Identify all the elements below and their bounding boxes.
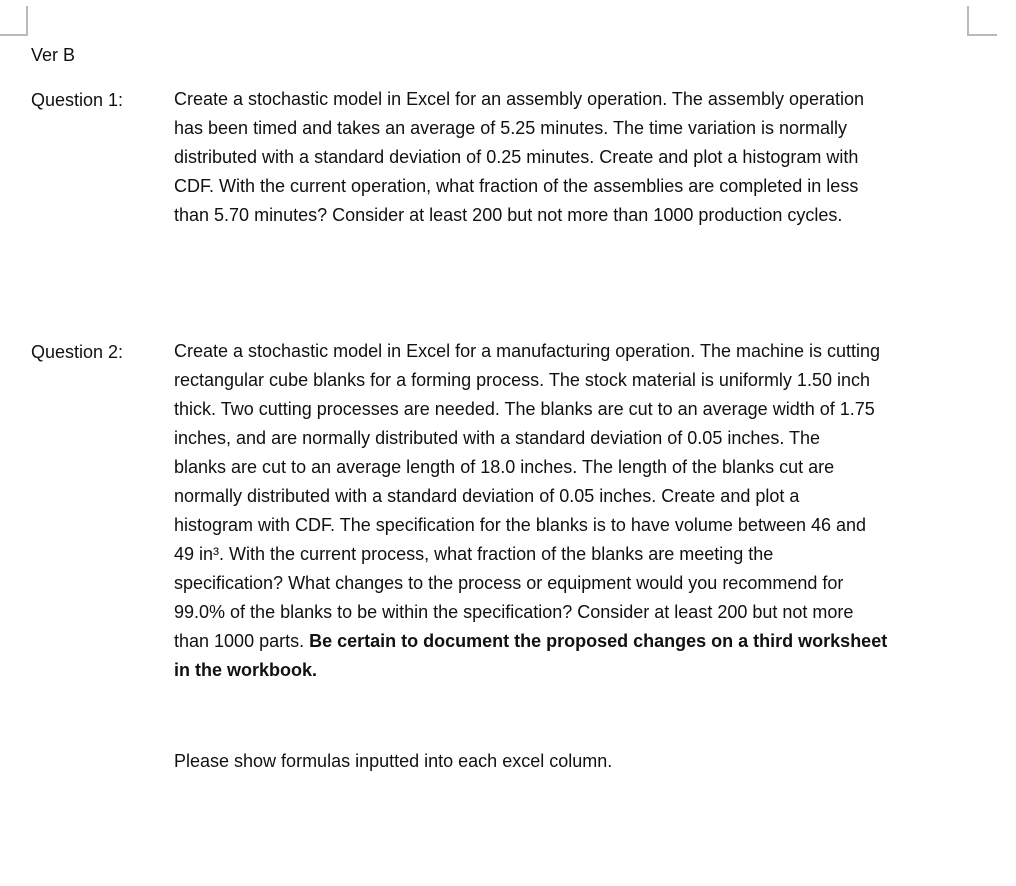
question-1-line: CDF. With the current operation, what fraction of the assemblies are completed in less (174, 176, 859, 196)
formula-note: Please show formulas inputted into each excel column. (174, 751, 613, 771)
question-1-line: Create a stochastic model in Excel for an assembly operation. The assembly operation (174, 89, 865, 109)
question-2-line: normally distributed with a standard deviation of 0.05 inches. Create and plot a (174, 486, 800, 506)
question-2-bold-instruction: in the workbook. (174, 660, 318, 680)
question-2-line: 49 in³. With the current process, what fraction of the blanks are meeting the (174, 544, 774, 564)
question-2-bold-instruction: Be certain to document the proposed changes on a third worksheet (309, 631, 888, 651)
question-2-line: Create a stochastic model in Excel for a manufacturing operation. The machine is cutting (174, 341, 881, 361)
question-2-regular-text: than 1000 parts. (174, 631, 310, 651)
question-2-line: inches, and are normally distributed with a standard deviation of 0.05 inches. The (174, 428, 821, 448)
question-2-line: 99.0% of the blanks to be within the specification? Consider at least 200 but not more (174, 602, 854, 622)
question-2-line: thick. Two cutting processes are needed. The blanks are cut to an average width of 1.75 (174, 399, 875, 419)
question-2-text (174, 337, 974, 685)
question-2-line: histogram with CDF. The specification for the blanks is to have volume between 46 and (174, 515, 867, 535)
question-1-text (174, 85, 974, 230)
crop-mark-top-right (967, 34, 997, 36)
question-1-label: Question 1: (31, 90, 124, 110)
version-label: Ver B (31, 45, 76, 65)
question-2-line (174, 656, 974, 685)
question-1-line: has been timed and takes an average of 5.25 minutes. The time variation is normally (174, 118, 848, 138)
crop-mark-top-left (0, 34, 28, 36)
crop-mark-top-right (967, 6, 969, 36)
question-1-line: distributed with a standard deviation of 0.25 minutes. Create and plot a histogram with (174, 147, 859, 167)
question-2-label: Question 2: (31, 342, 124, 362)
crop-mark-top-left (26, 6, 28, 36)
question-1-line: than 5.70 minutes? Consider at least 200 but not more than 1000 production cycles. (174, 205, 843, 225)
question-2-line: specification? What changes to the process or equipment would you recommend for (174, 573, 844, 593)
question-2-line (174, 627, 974, 656)
question-2-line: blanks are cut to an average length of 18.0 inches. The length of the blanks cut are (174, 457, 835, 477)
question-2-line: rectangular cube blanks for a forming process. The stock material is uniformly 1.50 inch (174, 370, 870, 390)
